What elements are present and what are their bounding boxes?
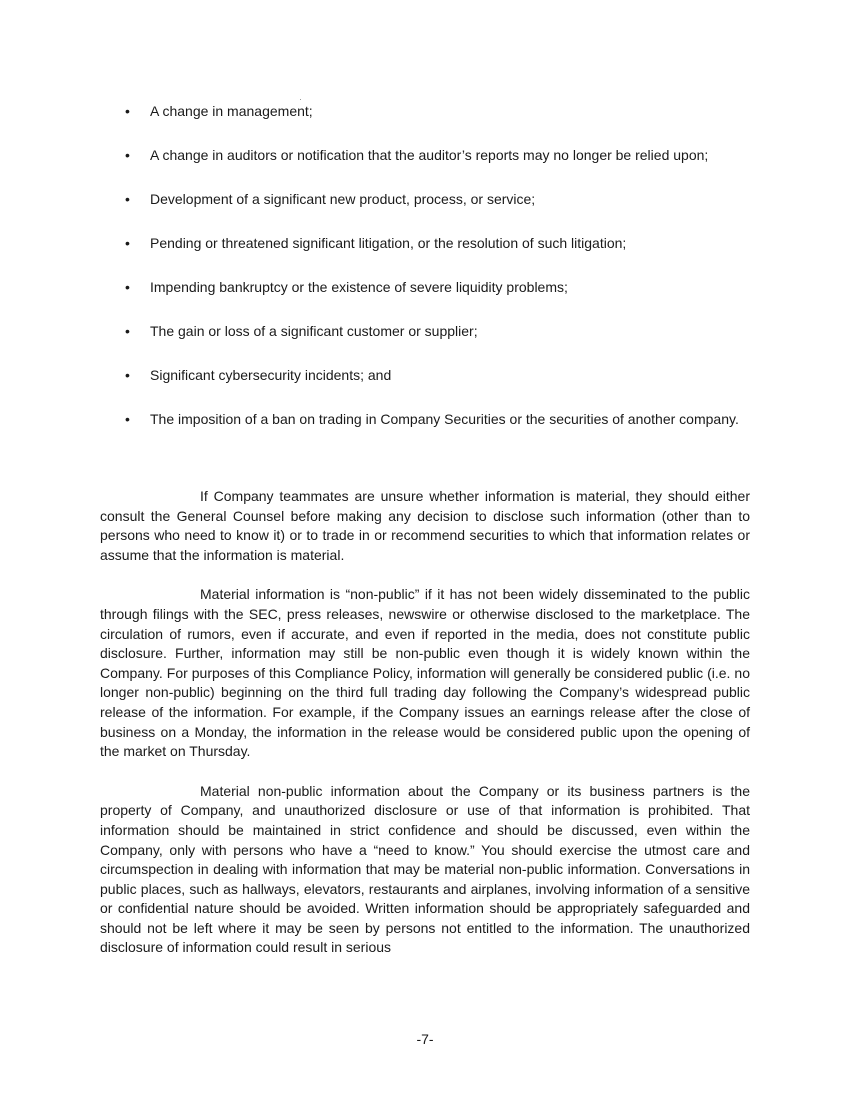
bullet-icon: •: [125, 411, 130, 427]
paragraph-confidentiality: Material non-public information about the Company or its business partners is the property of Company, and unauthorized disclosure or use of that information is prohibited. That information should be maintained in strict confidence and should be discussed, even within the Company, only with persons who have a “need to know.” You should exercise the utmost care and circumspection in dealing with information that may be material non-public information. Conversations in public places, such as hallways, elevators, restaurants and airplanes, involving information of a sensitive or confidential nature should be avoided. Written information should be appropriately safeguarded and should not be left where it may be seen by persons not entitled to the information. The unauthorized disclosure of information could result in serious: [100, 782, 750, 956]
list-item-text: Impending bankruptcy or the existence of severe liquidity problems;: [150, 279, 568, 295]
list-item: [100, 409, 752, 429]
paragraph-materiality-uncertainty: If Company teammates are unsure whether information is material, they should either consult the General Counsel before making any decision to disclose such information (other than to persons who need to know it) or to trade in or recommend securities to which that information relates or assume that the information is material.: [100, 488, 750, 563]
list-item: [100, 365, 752, 385]
paragraph-non-public-definition: Material information is “non-public” if it has not been widely disseminated to the public through filings with the SEC, press releases, newswire or otherwise disclosed to the marketplace. The circulation of rumors, even if accurate, and even if reported in the media, does not constitute public disclosure. Further, information may still be non-public even though it is widely known within the Company. For purposes of this Compliance Policy, information will generally be considered public (i.e. no longer non-public) beginning on the third full trading day following the Company’s widespread public release of the information. For example, if the Company issues an earnings release after the close of business on a Monday, the information in the release would be considered public upon the opening of the market on Thursday.: [100, 586, 750, 760]
list-item-text: Significant cybersecurity incidents; and: [150, 367, 392, 383]
bullet-icon: •: [125, 279, 130, 295]
bullet-icon: •: [125, 103, 130, 119]
list-item: [100, 233, 752, 253]
bullet-icon: •: [125, 367, 130, 383]
material-information-examples-list: [100, 101, 752, 429]
list-item-text: A change in management;: [150, 103, 313, 119]
bullet-icon: •: [125, 147, 130, 163]
list-item: [100, 277, 752, 297]
page-number: -7-: [416, 1031, 434, 1047]
list-item-text: Pending or threatened significant litigation, or the resolution of such litigation;: [150, 235, 627, 251]
scan-speck: [300, 99, 301, 100]
list-item: [100, 145, 752, 165]
list-item: [100, 189, 752, 209]
bullet-icon: •: [125, 235, 130, 251]
bullet-icon: •: [125, 191, 130, 207]
list-item-text: The imposition of a ban on trading in Company Securities or the securities of another company.: [150, 411, 739, 427]
list-item-text: A change in auditors or notification that the auditor’s reports may no longer be relied upon;: [150, 147, 709, 163]
list-item-text: The gain or loss of a significant customer or supplier;: [150, 323, 478, 339]
list-item-text: Development of a significant new product, process, or service;: [150, 191, 536, 207]
list-item: [100, 321, 752, 341]
list-item: [100, 101, 752, 121]
body-text: [100, 487, 750, 958]
bullet-icon: •: [125, 323, 130, 339]
